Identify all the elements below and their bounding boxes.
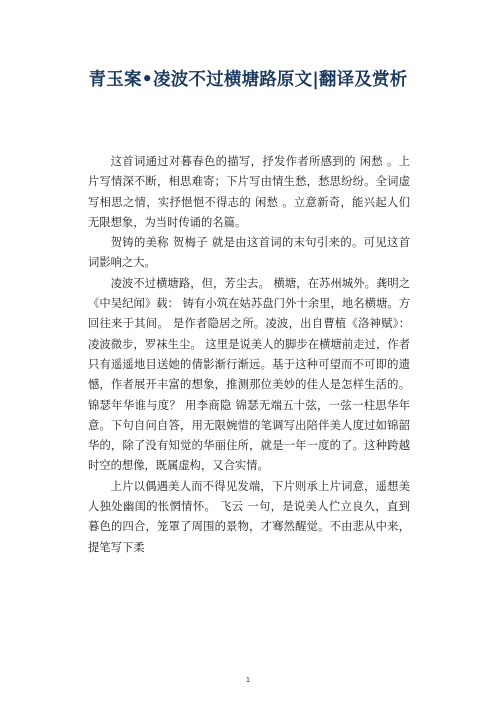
paragraph: 贺铸的美称 贺梅子 就是由这首词的末句引来的。可见这首词影响之大。: [88, 236, 410, 270]
page-number: 1: [245, 676, 251, 684]
paragraph: 上片以偶遇美人而不得见发端，下片则承上片词意，遥想美人独处幽闺的怅惘情怀。 飞云 一句，是说美人伫立良久，直到暮色的四合，笼罩了周围的景物，才骞然醒觉。不由悲从中来，提笔写下柔: [88, 479, 410, 554]
document-body: [88, 152, 410, 558]
paragraph: 这首词通过对暮春色的描写，抒发作者所感到的 闲愁 。上片写情深不断，相思难寄；下片写由情生愁，愁思纷纷。全词虚写相思之情，实抒悒悒不得志的 闲愁 。立意新奇，能兴起人们无限想象，为当时传诵的名篇。: [88, 155, 410, 229]
paragraph: 凌波不过横塘路，但，芳尘去。 横塘，在苏州城外。龚明之《中吴纪闻》载： 铸有小筑在姑苏盘门外十余里，地名横塘。方回往来于其间。 是作者隐居之所。凌波，出自曹植《洛神赋》： 凌波微步，罗袜生尘。 这里是说美人的脚步在横塘前走过，作者只有遥遥地目送她的倩影渐行渐远。基于这种可望而不可即的遗憾，作者展开丰富的想象，推测那位美妙的佳人是怎样生活的。 锦瑟年华谁与度？ 用李商隐 锦瑟无端五十弦，一弦一柱思华年 意。下句自问自答，用无限婉惜的笔调写出陪伴美人度过如锦韶华的，除了没有知觉的华丽住所，就是一年一度的了。这种跨越时空的想像，既属虚构，又合实情。: [88, 276, 410, 473]
document-title: 青玉案•凌波不过横塘路原文|翻译及赏析: [88, 70, 408, 90]
